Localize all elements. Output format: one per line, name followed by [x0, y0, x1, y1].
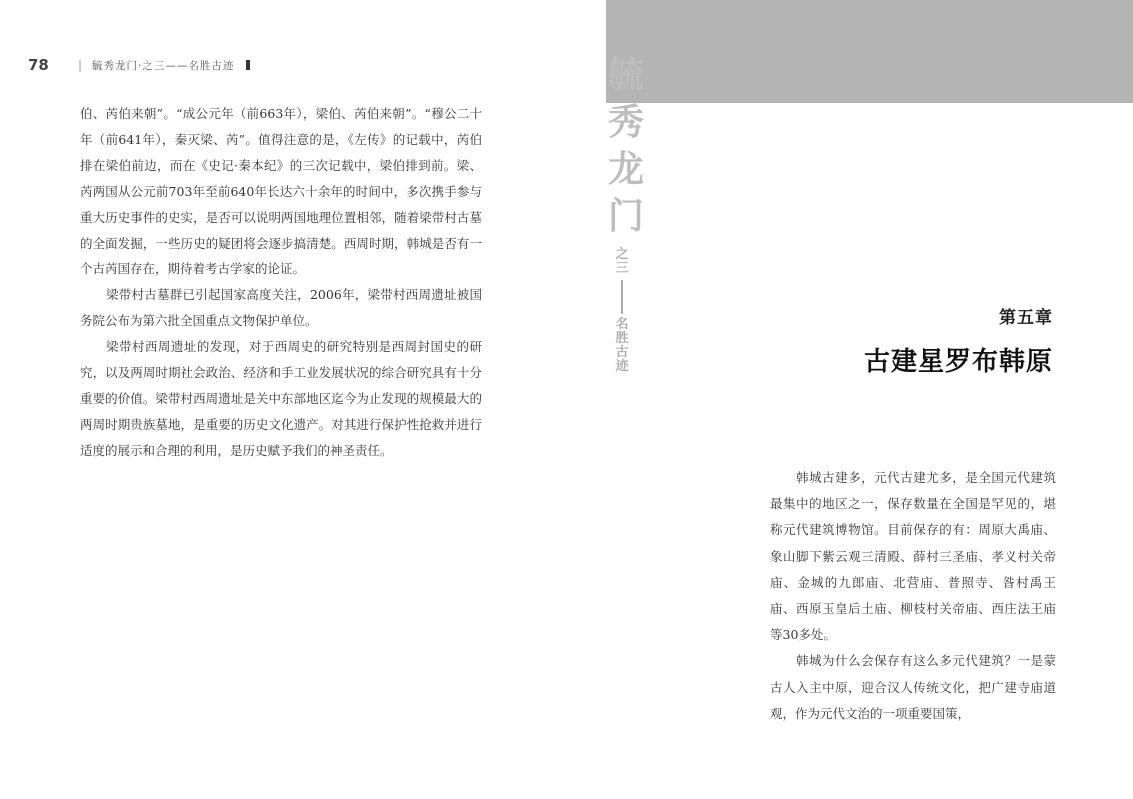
right-paragraph-1: 韩城古建多，元代古建尤多，是全国元代建筑最集中的地区之一，保存数量在全国是罕见的，堪称元代建筑博物馆。目前保存的有：周原大禹庙、象山脚下紫云观三清殿、薛村三圣庙、孝义村关帝庙、金城的九郎庙、北营庙、普照寺、昝村禹王庙、西原玉皇后土庙、柳枝村关帝庙、西庄法王庙等30多处。 — [770, 470, 1056, 643]
chapter-label: 第五章 — [999, 308, 1053, 328]
left-paragraph-3: 梁带村西周遗址的发现，对于西周史的研究特别是西周封国史的研究，以及两周时期社会政治、经济和手工业发展状况的综合研究具有十分重要的价值。梁带村西周遗址是关中东部地区迄今为止发现的规模最大的两周时期贵族墓地，是重要的历史文化遗产。对其进行保护性抢救并进行适度的展示和合理的利用，是历史赋予我们的神圣责任。 — [80, 339, 482, 458]
left-page-body — [80, 101, 482, 464]
vertical-book-title — [607, 52, 645, 240]
left-paragraph-1: 伯、芮伯来朝”。“成公元年（前663年），梁伯、芮伯来朝”。“穆公二十年（前641年），秦灭梁、芮”。值得注意的是，《左传》的记载中，芮伯排在梁伯前边，而在《史记·秦本纪》的三次记载中，梁伯排到前。梁、芮两国从公元前703年至前640年长达六十余年的时间中，多次携手参与重大历史事件的史实，是否可以说明两国地理位置相邻，随着梁带村古墓的全面发掘，一些历史的疑团将会逐步搞清楚。西周时期，韩城是否有一个古芮国存在，期待着考古学家的论证。 — [80, 106, 482, 277]
right-page-body — [770, 465, 1056, 727]
vertical-title-char: 龙 — [607, 149, 644, 190]
vertical-title-char: 毓 — [607, 55, 644, 96]
running-header — [28, 56, 250, 74]
vertical-title-char: 秀 — [607, 102, 644, 143]
vertical-sub-char: 迹 — [615, 359, 629, 374]
vertical-subtitle — [612, 248, 632, 374]
right-paragraph-2: 韩城为什么会保存有这么多元代建筑？一是蒙古人入主中原，迎合汉人传统文化，把广建寺庙道观，作为元代文治的一项重要国策， — [770, 653, 1056, 721]
vertical-dash — [621, 280, 623, 314]
chapter-title: 古建星罗布韩原 — [863, 347, 1053, 377]
vertical-sub-char: 古 — [615, 345, 629, 360]
vertical-sub-char: 名 — [615, 317, 629, 332]
vertical-title-char: 门 — [607, 196, 644, 237]
left-paragraph-2: 梁带村古墓群已引起国家高度关注，2006年，梁带村西周遗址被国务院公布为第六批全国重点文物保护单位。 — [80, 287, 482, 329]
vertical-sub-char: 之 — [615, 247, 629, 262]
header-marker — [246, 60, 250, 70]
page-number: 78 — [28, 56, 49, 74]
header-separator: | — [78, 58, 83, 72]
vertical-sub-char: 胜 — [615, 331, 629, 346]
vertical-sub-char: 三 — [615, 261, 629, 276]
gray-header-band — [606, 0, 1133, 103]
running-header-title: 毓秀龙门·之三——名胜古迹 — [92, 59, 235, 72]
